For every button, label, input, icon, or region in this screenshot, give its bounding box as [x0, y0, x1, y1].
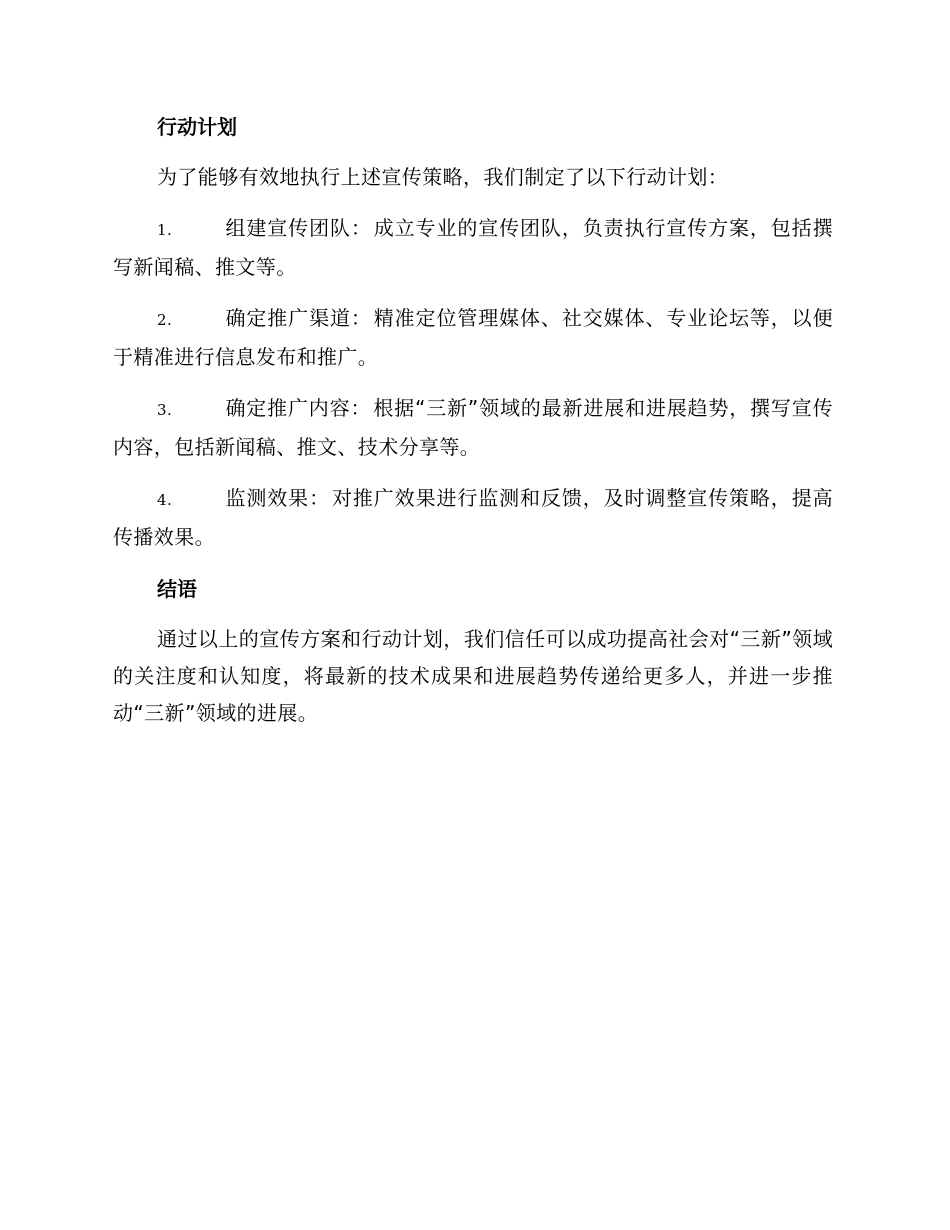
list-item-text: 精准定位管理媒体、社交媒体、专业论坛等，以便于精准进行信息发布和推广。: [113, 306, 833, 369]
conclusion-heading: 结语: [157, 577, 197, 601]
list-number: 1.: [157, 221, 173, 239]
action-plan-heading: 行动计划: [157, 115, 237, 139]
list-item-text: 成立专业的宣传团队，负责执行宣传方案，包括撰写新闻稿、推文等。: [113, 216, 833, 279]
list-item: [113, 300, 833, 376]
list-item-text: 根据“三新”领域的最新进展和进展趋势，撰写宣传内容，包括新闻稿、推文、技术分享等。: [113, 396, 833, 459]
list-number: 2.: [157, 311, 173, 329]
conclusion-text: 通过以上的宣传方案和行动计划，我们信任可以成功提高社会对“三新”领域的关注度和认知度，将最新的技术成果和进展趋势传递给更多人，并进一步推动“三新”领域的进展。: [113, 627, 833, 725]
document-page: [113, 108, 833, 746]
list-number: 3.: [157, 401, 173, 419]
list-item-title: 确定推广内容：: [225, 396, 372, 420]
list-item-title: 确定推广渠道：: [225, 306, 372, 330]
action-plan-intro: 为了能够有效地执行上述宣传策略，我们制定了以下行动计划：: [157, 165, 729, 189]
list-item-title: 组建宣传团队：: [225, 216, 372, 240]
list-number: 4.: [157, 491, 173, 509]
list-item: [113, 480, 833, 556]
list-item: [113, 390, 833, 466]
list-item-text: 对推广效果进行监测和反馈，及时调整宣传策略，提高传播效果。: [113, 486, 833, 549]
list-item: [113, 210, 833, 286]
list-item-title: 监测效果：: [225, 486, 330, 510]
